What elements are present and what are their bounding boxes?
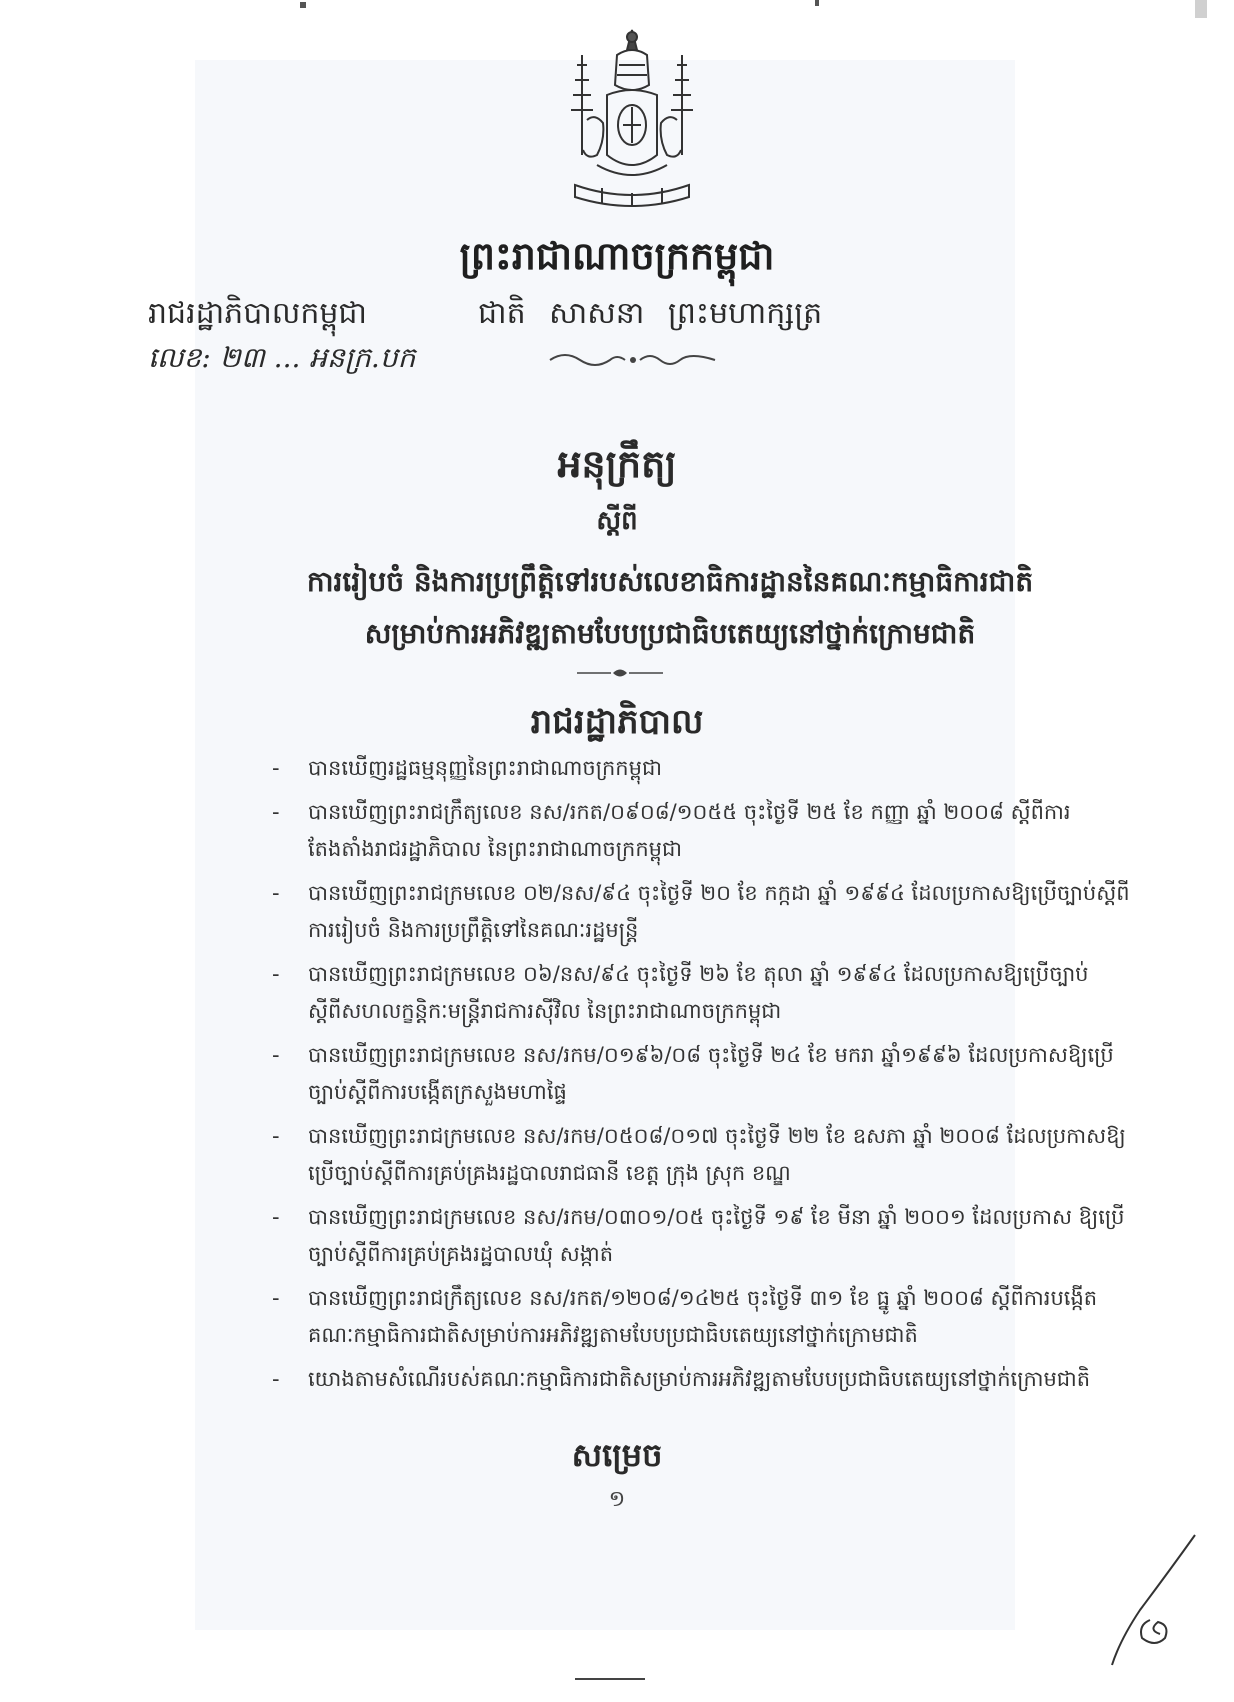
- bullet-dash: -: [272, 1205, 280, 1229]
- clause-text: បានឃើញព្រះរាជក្រមលេខ នស/រកម/០៣០១/០៥ ចុះថ្ងៃទី ១៩ ខែ មីនា ឆ្នាំ ២០០១ ដែលប្រកាស ឱ្យប្រើច្បាប់ស្តីពីការគ្រប់គ្រងរដ្ឋបាលឃុំ សង្កាត់: [308, 1205, 1125, 1266]
- page-number: ១: [608, 1487, 626, 1512]
- list-item: [272, 1118, 1132, 1192]
- motto-king: ព្រះមហាក្សត្រ: [667, 296, 823, 331]
- bullet-dash: -: [272, 800, 280, 824]
- bullet-dash: -: [272, 881, 280, 905]
- divider-ornament: [575, 666, 665, 680]
- handwritten-initial-signature: [1100, 1530, 1210, 1670]
- reference-number: លេខ: ២៣ ... អនក្រ.បក: [148, 341, 416, 374]
- document-subject: [290, 556, 1050, 660]
- clause-text: យោងតាមសំណើរបស់គណៈកម្មាធិការជាតិសម្រាប់ការអភិវឌ្ឍតាមបែបប្រជាធិបតេយ្យនៅថ្នាក់ក្រោមជាតិ: [308, 1367, 1091, 1391]
- motto-religion: សាសនា: [549, 296, 645, 331]
- decorative-ornament: [545, 348, 720, 370]
- bullet-dash: -: [272, 1124, 280, 1148]
- bullet-dash: -: [272, 962, 280, 986]
- clause-text: បានឃើញរដ្ឋធម្មនុញ្ញនៃព្រះរាជាណាចក្រកម្ពុជា: [308, 756, 662, 780]
- national-motto: [478, 294, 822, 338]
- clause-text: បានឃើញព្រះរាជក្រមលេខ ០៦/នស/៩៤ ចុះថ្ងៃទី ២៦ ខែ តុលា ឆ្នាំ ១៩៩៤ ដែលប្រកាសឱ្យប្រើច្បាប់ ស្តីពីសហលក្ខន្តិកៈមន្ត្រីរាជការស៊ីវិល នៃព្រះរាជាណាចក្រកម្ពុជា: [308, 962, 1089, 1023]
- decision-heading: សម្រេច: [571, 1436, 663, 1474]
- list-item: [272, 1199, 1132, 1273]
- list-item: [272, 1280, 1132, 1354]
- list-item: [272, 875, 1132, 949]
- list-item: [272, 1361, 1132, 1398]
- bullet-dash: -: [272, 1286, 280, 1310]
- list-item: [272, 794, 1132, 868]
- royal-coat-of-arms-emblem: [557, 25, 707, 215]
- clause-text: បានឃើញព្រះរាជក្រឹត្យលេខ នស/រកត/០៩០៨/១០៥៥ ចុះថ្ងៃទី ២៥ ខែ កញ្ញា ឆ្នាំ ២០០៨ ស្តីពីការតែងតាំងរាជរដ្ឋាភិបាល នៃព្រះរាជាណាចក្រកម្ពុជា: [308, 800, 1071, 861]
- scan-edge-marks: [0, 0, 1234, 20]
- document-type-heading: អនុក្រឹត្យ: [557, 441, 677, 486]
- list-item: [272, 1037, 1132, 1111]
- bullet-dash: -: [272, 756, 280, 780]
- list-item: [272, 956, 1132, 1030]
- motto-nation: ជាតិ: [478, 296, 526, 331]
- clause-text: បានឃើញព្រះរាជក្រមលេខ ០២/នស/៩៤ ចុះថ្ងៃទី ២០ ខែ កក្កដា ឆ្នាំ ១៩៩៤ ដែលប្រកាសឱ្យប្រើច្បាប់ស្តីពីការរៀបចំ និងការប្រព្រឹត្តិទៅនៃគណៈរដ្ឋមន្ត្រី: [308, 881, 1130, 942]
- clause-text: បានឃើញព្រះរាជក្រមលេខ នស/រកម/០៥០៨/០១៧ ចុះថ្ងៃទី ២២ ខែ ឧសភា ឆ្នាំ ២០០៨ ដែលប្រកាសឱ្យប្រើច្បាប់ស្តីពីការគ្រប់គ្រងរដ្ឋបាលរាជធានី ខេត្ត ក្រុង ស្រុក ខណ្ឌ: [308, 1124, 1126, 1185]
- preamble-clauses: [272, 750, 1132, 1405]
- clause-text: បានឃើញព្រះរាជក្រមលេខ នស/រកម/០១៩៦/០៨ ចុះថ្ងៃទី ២៤ ខែ មករា ឆ្នាំ១៩៩៦ ដែលប្រកាសឱ្យប្រើច្បាប់ស្តីពីការបង្កើតក្រសួងមហាផ្ទៃ: [308, 1043, 1114, 1104]
- bullet-dash: -: [272, 1367, 280, 1391]
- list-item: [272, 750, 1132, 787]
- kingdom-heading: ព្រះរាជាណាចក្រកម្ពុជា: [459, 233, 775, 278]
- clause-text: បានឃើញព្រះរាជក្រឹត្យលេខ នស/រកត/១២០៨/១៤២៥ ចុះថ្ងៃទី ៣១ ខែ ធ្នូ ឆ្នាំ ២០០៨ ស្តីពីការបង្កើតគណៈកម្មាធិការជាតិសម្រាប់ការអភិវឌ្ឍតាមបែបប្រជាធិបតេយ្យនៅថ្នាក់ក្រោមជាតិ: [308, 1286, 1098, 1347]
- issuing-authority-heading: រាជរដ្ឋាភិបាល: [530, 702, 704, 742]
- bottom-divider: [575, 1678, 645, 1680]
- government-name: រាជរដ្ឋាភិបាលកម្ពុជា: [148, 296, 367, 331]
- subject-line: សម្រាប់ការអភិវឌ្ឍតាមបែបប្រជាធិបតេយ្យនៅថ្នាក់ក្រោមជាតិ: [364, 617, 976, 650]
- about-label: ស្តីពី: [596, 506, 638, 536]
- subject-line: ការរៀបចំ និងការប្រព្រឹត្តិទៅរបស់លេខាធិការដ្ឋាននៃគណៈកម្មាធិការជាតិ: [306, 565, 1034, 598]
- bullet-dash: -: [272, 1043, 280, 1067]
